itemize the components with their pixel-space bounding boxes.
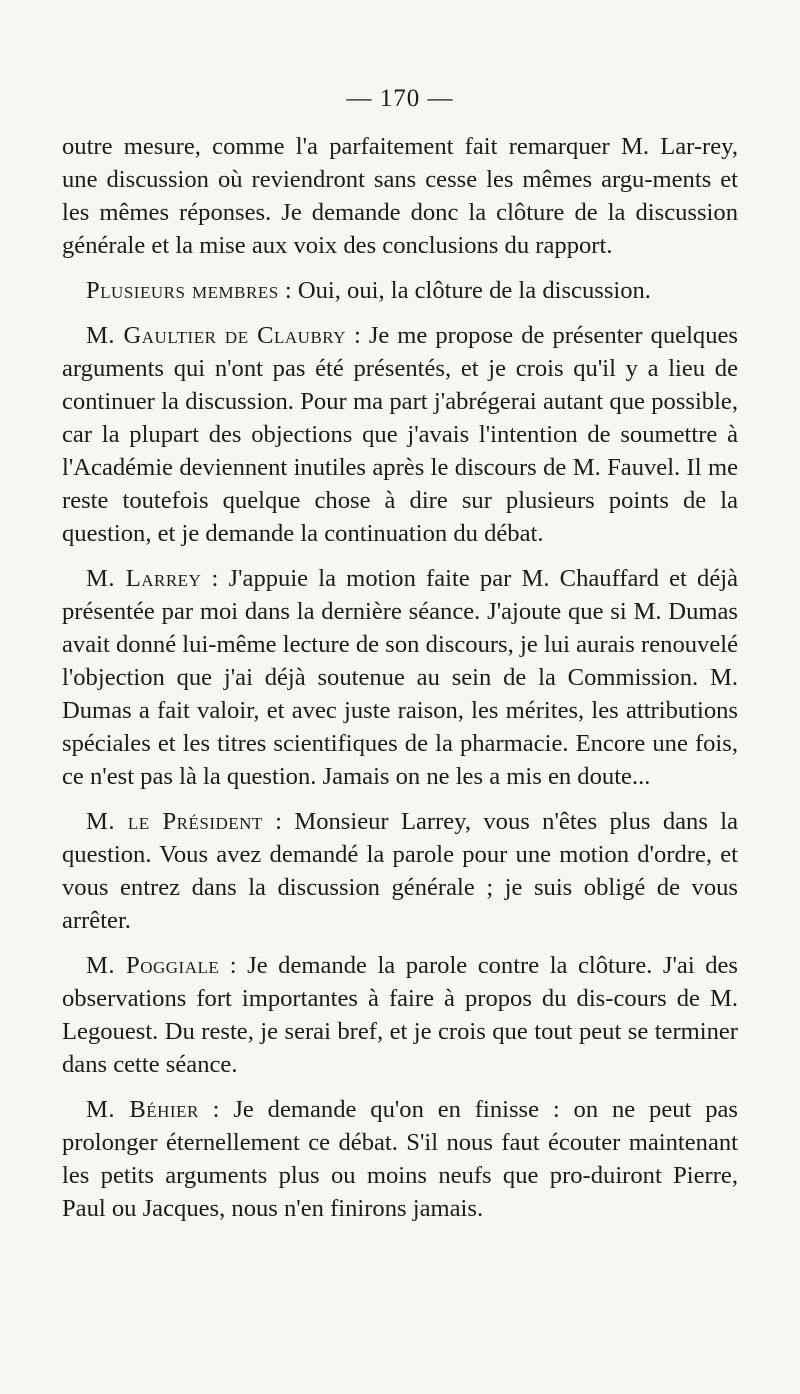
paragraph-text: : J'appuie la motion faite par M. Chauffard et déjà présentée par moi dans la dernière séance. J'ajoute que si M. Dumas avait donné lui-même lecture de son discours, je lui aurais renouvelé l'objection que j'ai déjà soutenue au sein de la Commission. M. Dumas a fait valoir, et avec juste raison, les mérites, les attributions spéciales et les titres scientifiques de la pharmacie. Encore une fois, ce n'est pas là la question. Jamais on ne les a mis en doute... (62, 565, 738, 790)
speaker-name: M. Gaultier de Claubry (86, 322, 346, 349)
paragraph-text: : Je me propose de présenter quelques arguments qui n'ont pas été présentés, et je crois qu'il y a lieu de continuer la discussion. Pour ma part j'abrégerai autant que possible, car la plupart des objections que j'avais l'intention de soumettre à l'Académie deviennent inutiles après le discours de M. Fauvel. Il me reste toutefois quelque chose à dire sur plusieurs points de la question, et je demande la continuation du débat. (62, 322, 739, 547)
paragraph-1 (62, 130, 738, 262)
paragraph-5 (62, 805, 738, 937)
speaker-name: M. Béhier (86, 1096, 199, 1123)
speaker-name: M. le Président (86, 808, 263, 835)
paragraph-2 (62, 274, 738, 307)
paragraph-text: outre mesure, comme l'a parfaitement fait remarquer M. Lar-rey, une discussion où reviendront sans cesse les mêmes argu-ments et les mêmes réponses. Je demande donc la clôture de la discussion générale et la mise aux voix des conclusions du rapport. (62, 133, 738, 259)
paragraph-7 (62, 1093, 738, 1225)
paragraph-text: : Oui, oui, la clôture de la discussion. (278, 277, 651, 304)
paragraph-text: : Je demande la parole contre la clôture. J'ai des observations fort importantes à faire à propos du dis-cours de M. Legouest. Du reste, je serai bref, et je crois que tout peut se terminer dans cette séance. (62, 952, 738, 1078)
speaker-name: Plusieurs membres (86, 277, 279, 304)
speaker-name: M. Poggiale (86, 952, 220, 979)
paragraph-text: : Monsieur Larrey, vous n'êtes plus dans la question. Vous avez demandé la parole pour une motion d'ordre, et vous entrez dans la discussion générale ; je suis obligé de vous arrêter. (62, 808, 738, 934)
paragraph-4 (62, 562, 738, 793)
page-number: — 170 — (346, 85, 454, 112)
paragraph-3 (62, 319, 738, 550)
paragraph-6 (62, 949, 738, 1081)
speaker-name: M. Larrey (86, 565, 202, 592)
paragraph-text: : Je demande qu'on en finisse : on ne peut pas prolonger éternellement ce débat. S'il nous faut écouter maintenant les petits arguments plus ou moins neufs que pro-duiront Pierre, Paul ou Jacques, nous n'en finirons jamais. (62, 1096, 738, 1222)
